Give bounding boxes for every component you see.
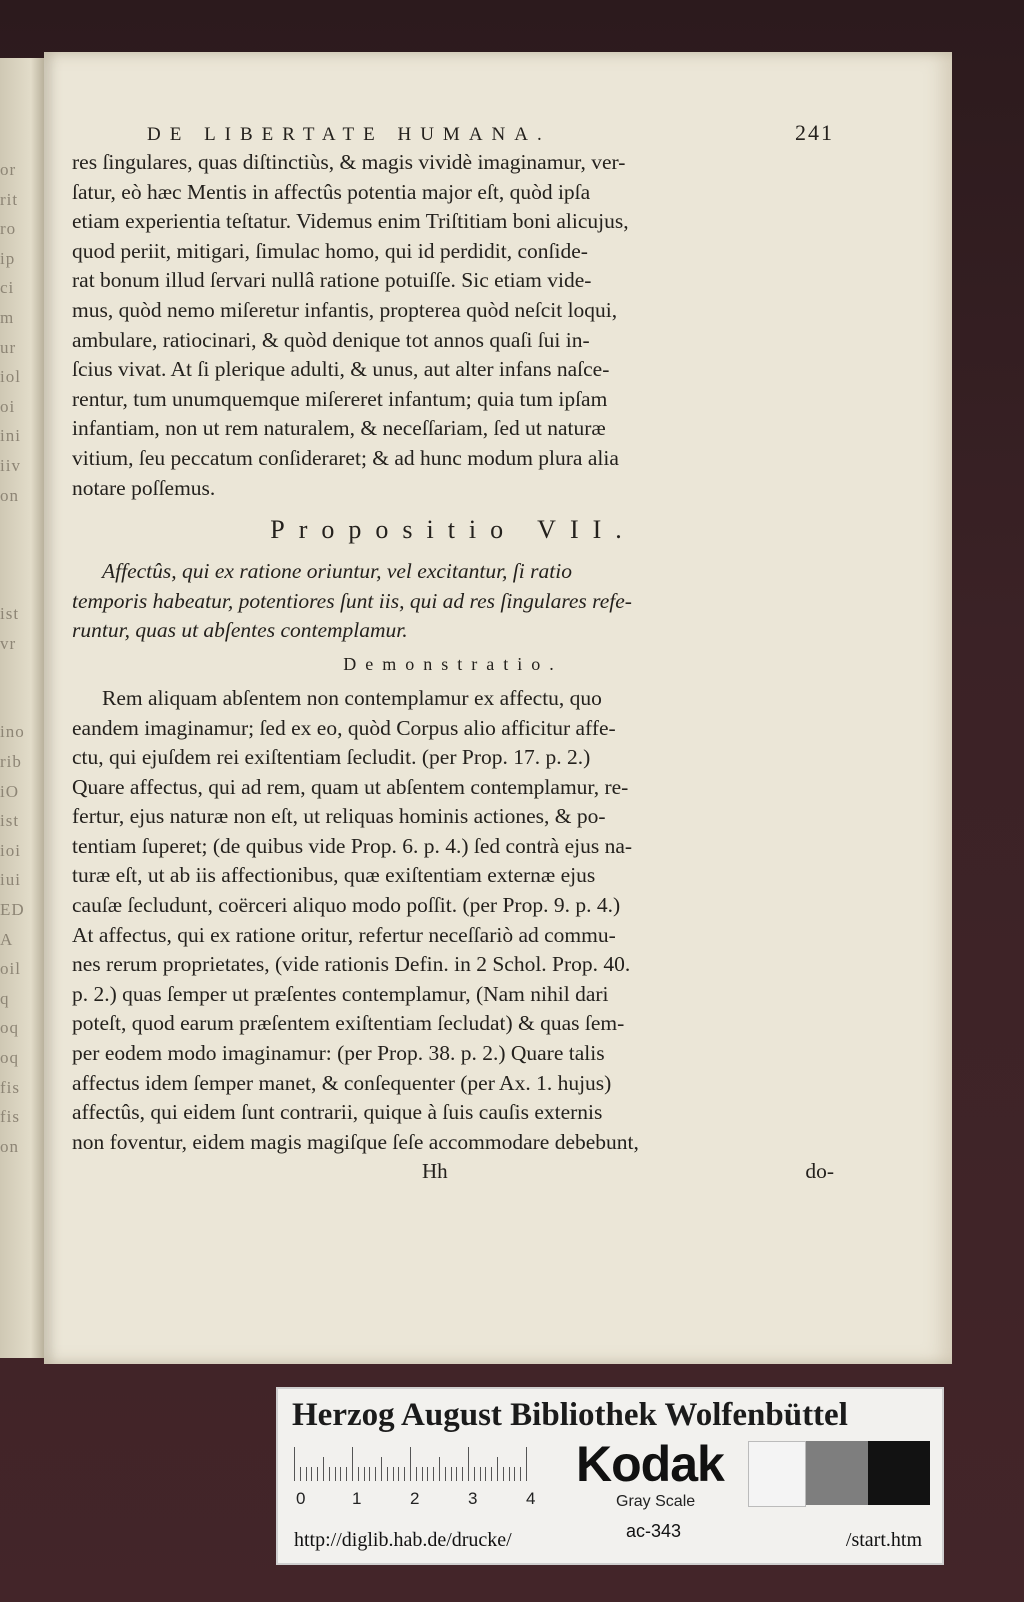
ruler-tick [491,1467,492,1481]
page-number: 241 [795,120,834,145]
url-right: /start.htm [845,1529,922,1551]
ruler-tick [352,1447,353,1481]
ruler-tick [497,1457,498,1481]
demonstratio-line: p. 2.) quas ſemper ut præſentes contemplamur, (Nam nihil dari [72,981,609,1006]
facing-page-fragment: ro [0,219,17,239]
facing-page-fragment: A [0,929,14,949]
body-line: res ſingulares, quas diſtinctiùs, & magis vividè imaginamur, ver- [72,150,626,174]
demonstratio-line: ctu, qui ejuſdem rei exiſtentiam ſecludit. (per Prop. 17. p. 2.) [72,745,591,770]
ruler-tick [381,1457,382,1481]
facing-page-fragment: on [0,1136,19,1156]
body-line: rat bonum illud ſervari nullâ ratione potuiſſe. Sic etiam vide- [72,268,592,293]
ruler-tick [404,1467,405,1481]
demonstratio-line: non foventur, eidem magis magiſque ſeſe accommodare debebunt, [72,1129,639,1154]
body-line: ſcius vivat. At ſi plerique adulti, & unus, aut alter infans naſce- [72,357,610,382]
gray-scale-label: Gray Scale [616,1493,696,1510]
facing-page-fragment: ist [0,811,20,831]
shelfmark-code: ac-343 [626,1521,682,1541]
facing-page-fragment: oil [0,959,21,979]
ruler-tick [416,1467,417,1481]
ruler-tick [422,1467,423,1481]
body-line: infantiam, non ut rem naturalem, & neceſſariam, ſed ut naturæ [72,416,606,441]
facing-page-fragment: or [0,160,17,179]
ruler-tick [485,1467,486,1481]
ruler-tick [364,1467,365,1481]
demonstratio-line: poteſt, quod earum præſentem exiſtentiam ſecludat) & quas ſem- [72,1011,625,1036]
page-text [72,118,834,1187]
proposition-line: temporis habeatur, potentiores ſunt iis, qui ad res ſingulares refe- [72,588,632,613]
body-line: notare poſſemus. [72,475,216,500]
demonstratio-line: cauſæ ſecludunt, coërceri aliquo modo poſſit. (per Prop. 9. p. 4.) [72,893,621,918]
ruler-tick [369,1467,370,1481]
demonstratio-line: Rem aliquam abſentem non contemplamur ex affectu, quo [102,685,602,710]
facing-page-fragment: ist [0,604,20,623]
body-line: rentur, tum unumquemque miſereret infantum; quia tum ipſam [72,386,608,411]
body-line: ambulare, ratiocinari, & quòd denique tot annos quaſi ſui in- [72,327,590,352]
ruler-tick [340,1467,341,1481]
ruler-tick [427,1467,428,1481]
body-line: quod periit, mitigari, ſimulac homo, qui id perdidit, conſide- [72,238,588,263]
facing-page-fragment: m [0,308,15,327]
demonstratio-line: affectus idem ſemper manet, & conſequenter (per Ax. 1. hujus) [72,1070,612,1095]
page-footer [72,1157,834,1187]
scale-ruler [294,1445,544,1481]
ruler-number: 2 [410,1489,420,1508]
demonstratio-heading: Demonstratio. [343,653,563,674]
body-line: vitium, ſeu peccatum conſideraret; & ad hunc modum plura alia [72,445,619,470]
ruler-number: 4 [526,1489,536,1508]
facing-page-fragment: fis [0,1107,20,1127]
ruler-tick [300,1467,301,1481]
ruler-tick [451,1467,452,1481]
ruler-tick [468,1447,469,1481]
facing-page-fragment: ip [0,248,16,268]
facing-page-fragment: fis [0,1077,20,1097]
ruler-tick [317,1467,318,1481]
facing-page-fragment: ini [0,426,21,446]
facing-page-fragment: ioi [0,840,21,860]
facing-page-fragment: iui [0,870,21,890]
ruler-tick [306,1467,307,1481]
demonstratio-line: tentiam ſuperet; (de quibus vide Prop. 6. p. 4.) ſed contrà ejus na- [72,833,633,858]
facing-page-fragment: iO [0,781,19,801]
demonstratio-line: nes rerum proprietates, (vide rationis Defin. in 2 Schol. Prop. 40. [72,952,631,977]
demonstratio-line: At affectus, qui ex ratione oritur, refertur neceſſariò ad commu- [72,922,616,947]
facing-page-fragment: ED [0,900,25,919]
color-target-card [276,1387,944,1565]
facing-page-fragment: ur [0,337,17,357]
demonstratio-line: affectûs, qui eidem ſunt contrarii, quique à ſuis cauſis externis [72,1100,603,1125]
ruler-tick [387,1467,388,1481]
ruler-number: 3 [468,1489,478,1508]
facing-page-fragment: oi [0,396,16,416]
demonstratio-line: eandem imaginamur; ſed ex eo, quòd Corpus alio afficitur affe- [72,715,616,740]
proposition-line: Affectûs, qui ex ratione oriuntur, vel excitantur, ſi ratio [102,559,572,584]
proposition-heading: Propositio VII. [270,515,636,545]
ruler-tick [462,1467,463,1481]
book-page [44,52,952,1364]
body-line: etiam experientia teſtatur. Videmus enim Triſtitiam boni alicujus, [72,209,629,234]
demonstratio-line: fertur, ejus naturæ non eſt, ut reliquas hominis actiones, & po- [72,804,606,829]
running-head-title: DE LIBERTATE HUMANA. [147,124,551,145]
body-line: ſatur, eò hæc Mentis in affectûs potentia major eſt, quòd ipſa [72,179,591,204]
black-swatch [868,1441,930,1505]
ruler-tick [329,1467,330,1481]
ruler-tick [514,1467,515,1481]
ruler-tick [335,1467,336,1481]
ruler-number: 1 [352,1489,362,1508]
ruler-tick [439,1457,440,1481]
library-name: Herzog August Bibliothek Wolfenbüttel [292,1397,848,1433]
demonstratio-line: Quare affectus, qui ad rem, quam ut abſentem contemplamur, re- [72,774,629,799]
facing-page-fragment: q [0,988,10,1008]
facing-page-fragment: vr [0,633,17,653]
signature-mark: Hh [422,1159,448,1184]
catchword: do- [805,1159,834,1184]
running-head [147,118,834,148]
ruler-tick [346,1467,347,1481]
facing-page-fragment: iiv [0,456,21,475]
ruler-tick [526,1447,527,1481]
ruler-tick [503,1467,504,1481]
facing-page-fragment: ino [0,722,25,742]
ruler-tick [398,1467,399,1481]
body-line: mus, quòd nemo miſeretur infantis, propterea quòd neſcit loqui, [72,297,618,322]
kodak-logo: Kodak [576,1436,724,1492]
ruler-tick [445,1467,446,1481]
ruler-tick [410,1447,411,1481]
facing-page-fragment: rib [0,752,22,771]
facing-page-fragment: oq [0,1048,19,1067]
url-left: http://diglib.hab.de/drucke/ [294,1529,512,1551]
ruler-tick [480,1467,481,1481]
ruler-tick [433,1467,434,1481]
ruler-tick [323,1457,324,1481]
ruler-number: 0 [296,1489,306,1508]
ruler-tick [520,1467,521,1481]
facing-page-fragment: oq [0,1018,19,1038]
ruler-tick [393,1467,394,1481]
facing-page-fragment: ci [0,278,15,298]
white-swatch [748,1441,806,1507]
facing-page-fragment: on [0,485,19,505]
ruler-tick [509,1467,510,1481]
ruler-tick [474,1467,475,1481]
ruler-tick [358,1467,359,1481]
facing-page-fragment: rit [0,189,19,209]
proposition-line: runtur, quas ut abſentes contemplamur. [72,618,408,643]
ruler-tick [294,1447,295,1481]
facing-page-fragment: iol [0,367,21,387]
demonstratio-line: turæ eſt, ut ab iis affectionibus, quæ exiſtentiam externæ ejus [72,863,596,888]
ruler-tick [456,1467,457,1481]
ruler-tick [311,1467,312,1481]
demonstratio-line: per eodem modo imaginamur: (per Prop. 38. p. 2.) Quare talis [72,1041,605,1066]
gray-swatch [806,1441,868,1505]
ruler-tick [375,1467,376,1481]
